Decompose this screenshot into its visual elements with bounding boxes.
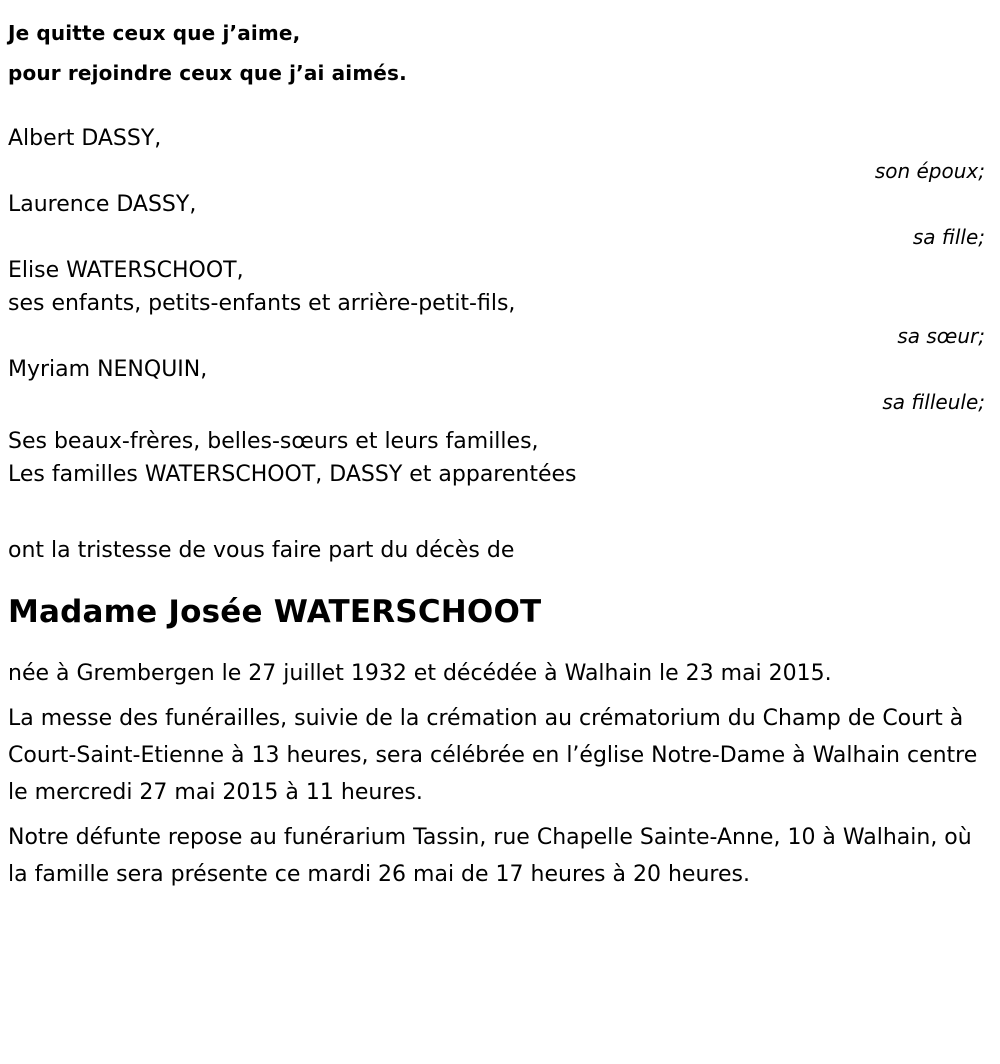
epigraph-line-2: pour rejoindre ceux que j’ai aimés. xyxy=(8,61,407,85)
birth-death-paragraph: née à Grembergen le 27 juillet 1932 et décédée à Walhain le 23 mai 2015. xyxy=(8,661,832,686)
relation-group-spouse xyxy=(8,122,985,188)
relation-label-spouse: son époux; xyxy=(874,159,985,183)
relation-label-goddaughter: sa filleule; xyxy=(882,390,985,414)
visitation-paragraph: Notre défunte repose au funérarium Tassin, rue Chapelle Sainte-Anne, 10 à Walhain, où la famille sera présente ce mardi 26 mai de 17 heures à 20 heures. xyxy=(8,825,972,887)
relation-label-daughter: sa fille; xyxy=(912,225,985,249)
deceased-name: Madame Josée WATERSCHOOT xyxy=(8,594,542,630)
relation-label-sister: sa sœur; xyxy=(897,324,985,348)
extended-family-line-1: Ses beaux-frères, belles-sœurs et leurs familles, xyxy=(8,429,539,454)
family-member-name: Elise WATERSCHOOT, xyxy=(8,258,244,283)
epigraph-line-1: Je quitte ceux que j’aime, xyxy=(8,21,301,45)
extended-family-list xyxy=(8,425,985,491)
family-member-name: Myriam NENQUIN, xyxy=(8,357,208,382)
relation-group-daughter xyxy=(8,188,985,254)
funeral-paragraph: La messe des funérailles, suivie de la crémation au crématorium du Champ de Court à Court-Saint-Etienne à 13 heures, sera célébrée en l’église Notre-Dame à Walhain centre le mercredi 27 mai 2015 à 11 heures. xyxy=(8,706,978,805)
announcement-lead-in: ont la tristesse de vous faire part du décès de xyxy=(8,538,515,563)
family-member-name: Laurence DASSY, xyxy=(8,192,197,217)
family-list xyxy=(8,122,985,491)
family-member-descendants: ses enfants, petits-enfants et arrière-petit-fils, xyxy=(8,291,516,316)
family-member-name: Albert DASSY, xyxy=(8,126,162,151)
epigraph xyxy=(8,0,985,93)
relation-group-sister xyxy=(8,254,985,353)
relation-group-goddaughter xyxy=(8,353,985,419)
extended-family-line-2: Les familles WATERSCHOOT, DASSY et apparentées xyxy=(8,462,577,487)
details-block xyxy=(8,655,985,893)
